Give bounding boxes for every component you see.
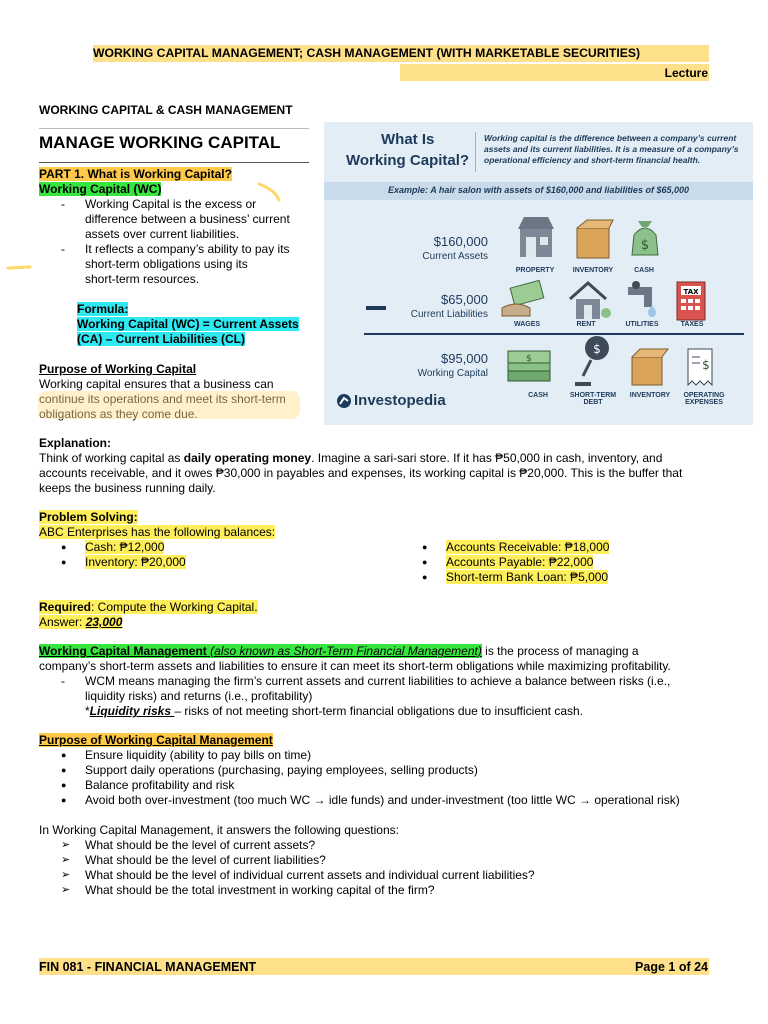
inventory-icon (571, 216, 615, 262)
working-capital-amount: $95,000 (441, 351, 488, 366)
cash-bag-icon (628, 211, 662, 261)
problem-left-list (39, 540, 369, 570)
caption-utilities: UTILITIES (625, 321, 659, 328)
caption-inventory: INVENTORY (572, 267, 614, 274)
wc-ability-line-2: short-term obligations using its (85, 257, 248, 271)
svg-text:$: $ (526, 354, 532, 364)
purpose-wc-line-3: obligations as they come due. (39, 407, 198, 421)
section-title: WORKING CAPITAL & CASH MANAGEMENT (39, 103, 293, 117)
svg-text:$: $ (702, 358, 710, 372)
caption-operating-expenses: OPERATING EXPENSES (683, 392, 725, 406)
debt-ball-chain-icon (569, 334, 615, 390)
explanation-text-bold: daily operating money (183, 451, 312, 465)
infographic (324, 122, 753, 425)
wages-icon (500, 278, 548, 320)
problem-right-list (400, 540, 730, 585)
problem-item-ap (400, 555, 730, 570)
liquidity-star: * (85, 704, 90, 718)
wcm-term: Working Capital Management (39, 644, 207, 658)
problem-item-loan-text: Short-term Bank Loan: ₱5,000 (446, 570, 609, 584)
wc-def-line-1: - Working Capital is the excess or (85, 197, 257, 211)
purpose-wcm-item: ● Balance profitability and risk (39, 778, 749, 793)
questions-intro: In Working Capital Management, it answers the following questions: (39, 823, 399, 837)
tax-label: TAX (683, 288, 699, 296)
pen-mark-left (6, 262, 32, 272)
title-rule (39, 128, 309, 129)
wcm-def-rest: is the process of managing a (481, 644, 639, 658)
caption-short-term-debt: SHORT-TERM DEBT (569, 392, 617, 406)
purpose-wcm-item: ● Ensure liquidity (ability to pay bills on time) (39, 748, 749, 763)
wcm-aka: (also known as Short-Term Financial Management) (210, 644, 482, 658)
problem-intro: ABC Enterprises has the following balances: (39, 525, 276, 539)
infographic-example: Example: A hair salon with assets of $160,000 and liabilities of $65,000 (388, 185, 689, 195)
problem-item-cash-text: Cash: ₱12,000 (85, 540, 165, 554)
footer-course: FIN 081 - FINANCIAL MANAGEMENT (39, 960, 257, 974)
purpose-wcm-heading: Purpose of Working Capital Management (39, 733, 273, 747)
cash-stack-icon (504, 349, 554, 385)
problem-item-loan (400, 570, 730, 585)
infographic-description: Working capital is the difference between a company’s current assets and its current liabilities. It is a measure of a company’s operational efficiency and short-term financial health. (484, 133, 739, 165)
problem-item-inventory (39, 555, 369, 570)
wc-def-line-3: assets over current liabilities. (85, 227, 240, 241)
formula-line-2: (CA) – Current Liabilities (CL) (77, 332, 246, 346)
header-title: WORKING CAPITAL MANAGEMENT; CASH MANAGEMENT (WITH MARKETABLE SECURITIES) (93, 46, 641, 60)
explanation-text-pre: Think of working capital as (39, 451, 184, 465)
purpose-wcm-item: ● Support daily operations (purchasing, paying employees, selling products) (39, 763, 749, 778)
required-text: : Compute the Working Capital. (91, 600, 258, 614)
liquidity-note (39, 704, 749, 719)
answer-label: Answer: (39, 615, 86, 629)
purpose-wcm-block (39, 733, 749, 808)
wc-ability-line-3: short-term resources. (85, 272, 200, 286)
investopedia-brand: Investopedia (354, 392, 446, 409)
infographic-title-1: What Is (381, 131, 435, 148)
investopedia-logo-icon (336, 393, 352, 409)
explanation-text-post: . Imagine a sari-sari store. If it has ₱50,000 in cash, inventory, and (311, 451, 663, 465)
taxes-calculator-icon (674, 279, 708, 323)
question-item: ➢ What should be the level of individual current assets and individual current liabilities? (39, 868, 749, 883)
formula-label: Formula: (77, 302, 129, 316)
svg-text:$: $ (593, 342, 601, 356)
current-liabilities-label: Current Liabilities (410, 309, 488, 320)
current-assets-label: Current Assets (422, 251, 488, 262)
inventory-box-icon (626, 347, 670, 387)
purpose-wcm-item: ● Avoid both over-investment (too much WC → idle funds) and under-investment (too little WC → operational risk) (39, 793, 749, 808)
wc-ability-bullet (39, 242, 314, 287)
liquidity-def: – risks of not meeting short-term financial obligations due to insufficient cash. (174, 704, 584, 718)
problem-block (39, 510, 739, 540)
questions-block (39, 823, 749, 898)
explanation-line-1 (39, 451, 739, 466)
equals-line (364, 333, 744, 335)
caption-cash: CASH (634, 267, 654, 274)
header-subtitle: Lecture (664, 66, 708, 80)
wcm-block (39, 644, 749, 719)
explanation-line-2: accounts receivable, and it owes ₱30,000 in payables and expenses, its working capital is ₱20,000. This is the buffer that (39, 466, 683, 480)
problem-item-ar (400, 540, 730, 555)
purpose-wc-line-2: continue its operations and meet its short-term (39, 392, 286, 406)
answer-value: 23,000 (85, 615, 123, 629)
wcm-def-line-2: company’s short-term assets and liabilities to ensure it can meet its short-term obligations while maximizing profitability. (39, 659, 671, 673)
problem-item-ar-text: Accounts Receivable: ₱18,000 (446, 540, 610, 554)
wc-def-line-2: difference between a business’ current (85, 212, 290, 226)
wc-ability-line-1: - It reflects a company’s ability to pay its (85, 242, 290, 256)
pen-mark-excess (255, 180, 285, 204)
wcm-def-line-1 (39, 644, 749, 659)
infographic-title-2: Working Capital? (346, 152, 470, 169)
receipt-icon (684, 347, 716, 387)
infographic-title-divider (475, 132, 476, 172)
caption-rent: RENT (576, 321, 596, 328)
footer-page: Page 1 of 24 (635, 960, 708, 974)
problem-heading: Problem Solving: (39, 510, 138, 524)
wcm-bullet (39, 674, 749, 704)
question-item: ➢ What should be the level of current assets? (39, 838, 749, 853)
caption-cash-2: CASH (528, 392, 548, 399)
required-label: Required (39, 600, 92, 614)
main-title: MANAGE WORKING CAPITAL (39, 133, 281, 152)
wc-label: Working Capital (WC) (39, 182, 162, 196)
working-capital-label: Working Capital (417, 368, 488, 379)
caption-taxes: TAXES (680, 321, 704, 328)
question-item: ➢ What should be the total investment in working capital of the firm? (39, 883, 749, 898)
wcm-bullet-line-2: liquidity risks) and returns (i.e., profitability) (85, 689, 313, 703)
rent-icon (566, 279, 612, 321)
explanation-heading: Explanation: (39, 436, 112, 450)
required-block (39, 600, 439, 630)
purpose-wc-line-1: Working capital ensures that a business can (39, 377, 274, 391)
utilities-icon (622, 279, 662, 321)
wcm-bullet-line-1: - WCM means managing the firm’s current assets and current liabilities to achieve a balance between risks (i.e., (85, 674, 671, 688)
purpose-wc-heading: Purpose of Working Capital (39, 362, 197, 376)
current-assets-amount: $160,000 (433, 234, 488, 249)
caption-inventory-2: INVENTORY (629, 392, 671, 399)
part1-heading: PART 1. What is Working Capital? (39, 167, 232, 181)
question-item: ➢ What should be the level of current liabilities? (39, 853, 749, 868)
title-underline (39, 162, 309, 163)
problem-item-cash (39, 540, 369, 555)
caption-wages: WAGES (513, 321, 541, 328)
explanation-line-3: keeps the business running daily. (39, 481, 216, 495)
current-liabilities-amount: $65,000 (441, 292, 488, 307)
problem-item-ap-text: Accounts Payable: ₱22,000 (446, 555, 594, 569)
svg-text:$: $ (640, 238, 650, 253)
pen-mark-obligations (38, 391, 300, 419)
formula-line-1: Working Capital (WC) = Current Assets (77, 317, 299, 331)
liquidity-term: Liquidity risks (89, 704, 175, 718)
explanation-block (39, 436, 739, 496)
problem-item-inventory-text: Inventory: ₱20,000 (85, 555, 186, 569)
caption-property: PROPERTY (515, 267, 555, 274)
property-icon (514, 211, 558, 261)
